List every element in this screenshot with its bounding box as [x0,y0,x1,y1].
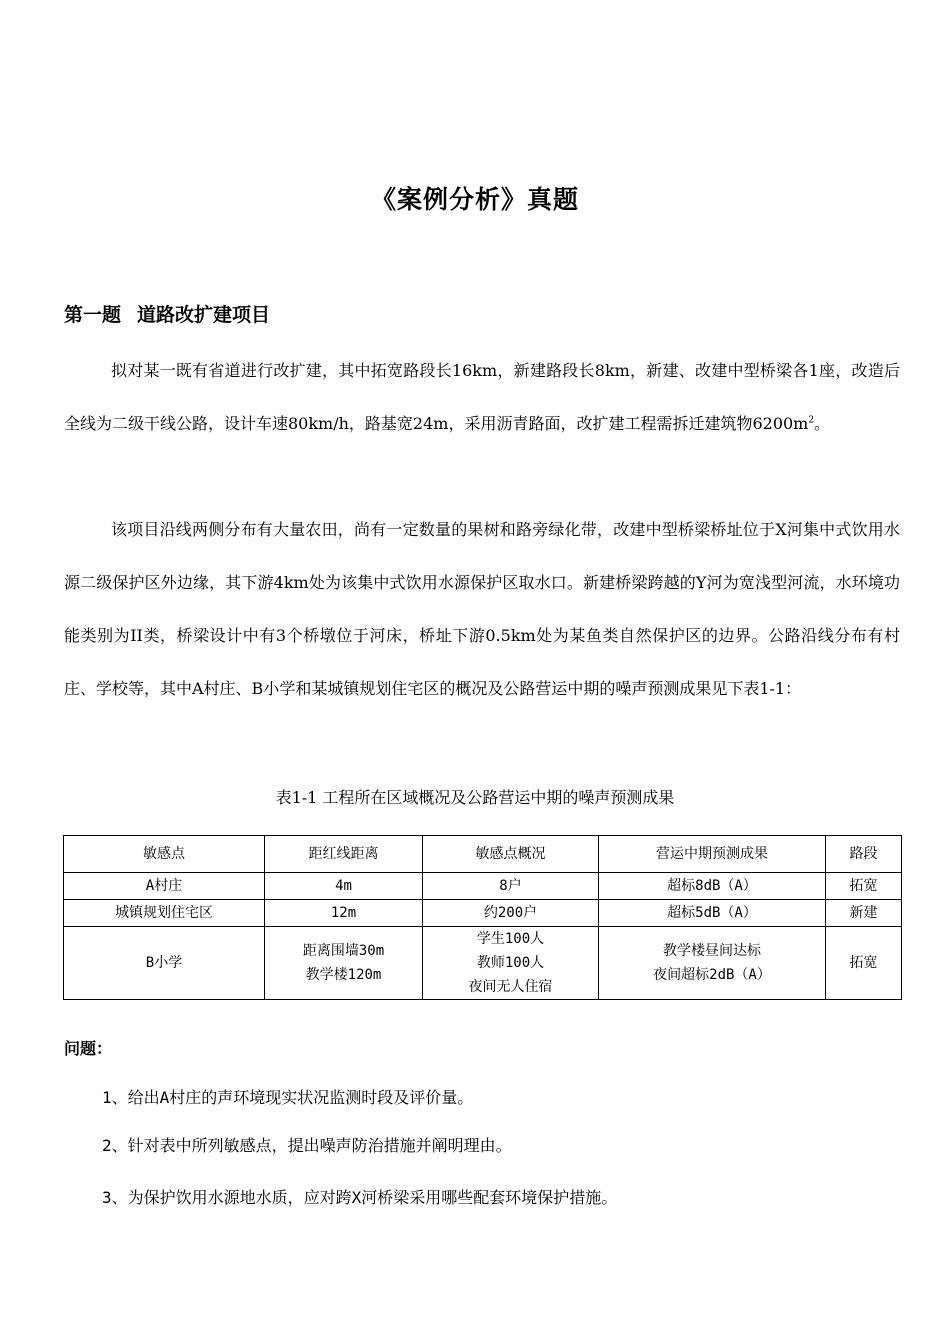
cell-line: 夜间超标2dB（A） [653,967,771,983]
cell-prediction: 超标5dB（A） [599,900,826,927]
superscript-area-unit: 2 [808,415,815,426]
cell-line: 教师100人 [476,955,545,971]
cell-line: 距离围墙30m [302,943,385,959]
header-road-section: 路段 [826,836,902,873]
table-row [64,927,902,1000]
section-number: 第一题 [64,304,122,326]
cell-overview [423,927,599,1000]
cell-point: A村庄 [64,873,265,900]
cell-line: 学生100人 [476,931,545,947]
document-title: 《案例分析》真题 [370,185,579,214]
header-distance: 距红线距离 [265,836,423,873]
cell-line: 教学楼昼间达标 [663,943,761,959]
cell-section: 新建 [826,900,902,927]
cell-section: 拓宽 [826,927,902,1000]
table-header-row [64,836,902,873]
noise-prediction-table [63,835,902,1000]
question-item: 1、给出A村庄的声环境现实状况监测时段及评价量。 [102,1088,474,1107]
table-caption: 表1-1 工程所在区域概况及公路营运中期的噪声预测成果 [275,788,675,807]
cell-distance: 4m [265,873,423,900]
questions-label: 问题： [64,1039,113,1058]
section-name: 道路改扩建项目 [137,304,271,326]
section-heading [64,300,270,327]
table-row [64,900,902,927]
paragraph-1-end: 。 [814,414,831,433]
question-item: 2、针对表中所列敏感点，提出噪声防治措施并阐明理由。 [102,1136,512,1155]
cell-overview: 约200户 [423,900,599,927]
cell-point: B小学 [64,927,265,1000]
cell-section: 拓宽 [826,873,902,900]
cell-overview: 8户 [423,873,599,900]
paragraph-environment-description: 该项目沿线两侧分布有大量农田，尚有一定数量的果树和路旁绿化带，改建中型桥梁桥址位于X河集中式饮用水源二级保护区外边缘，其下游4km处为该集中式饮用水源保护区取水口。新建桥梁跨越的Y河为宽浅型河流，水环境功能类别为II类，桥梁设计中有3个桥墩位于河床，桥址下游0.5km处为某鱼类自然保护区的边界。公路沿线分布有村庄、学校等，其中A村庄、B小学和某城镇规划住宅区的概况及公路营运中期的噪声预测成果见下表1-1： [64,520,900,698]
cell-line: 教学楼120m [305,967,382,983]
header-prediction: 营运中期预测成果 [599,836,826,873]
header-sensitive-point: 敏感点 [64,836,265,873]
paragraph-project-description [64,344,900,450]
cell-distance [265,927,423,1000]
cell-distance: 12m [265,900,423,927]
question-item: 3、为保护饮用水源地水质，应对跨X河桥梁采用哪些配套环境保护措施。 [102,1188,618,1207]
cell-point: 城镇规划住宅区 [64,900,265,927]
cell-prediction [599,927,826,1000]
cell-prediction: 超标8dB（A） [599,873,826,900]
paragraph-1-text: 拟对某一既有省道进行改扩建，其中拓宽路段长16km，新建路段长8km，新建、改建中型桥梁各1座，改造后全线为二级干线公路，设计车速80km/h，路基宽24m，采用沥青路面，改扩建工程需拆迁建筑物6200m [64,361,900,433]
header-overview: 敏感点概况 [423,836,599,873]
table-row [64,873,902,900]
cell-line: 夜间无人住宿 [468,979,553,995]
